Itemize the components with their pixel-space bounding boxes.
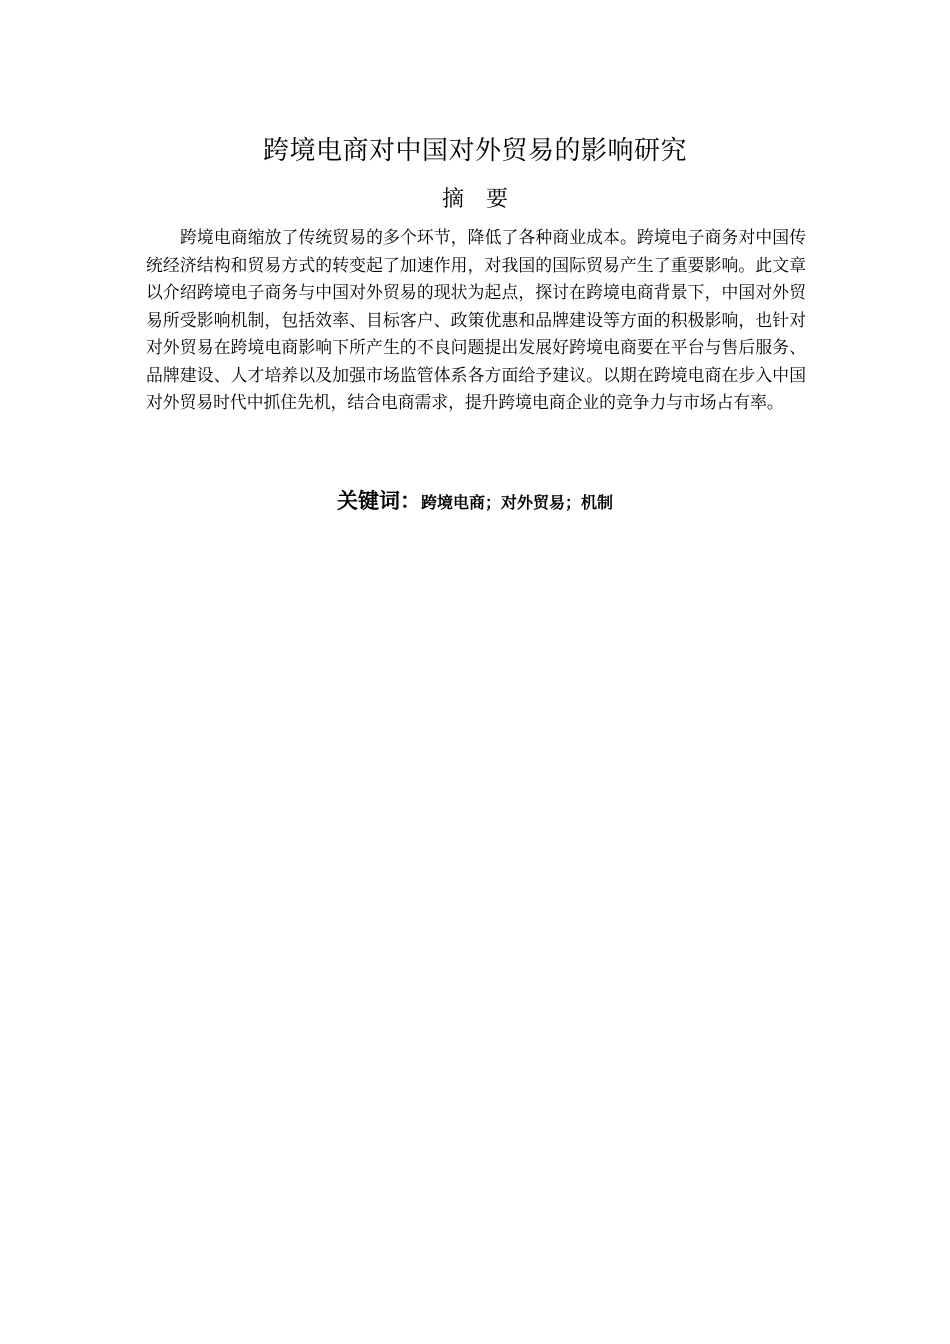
abstract-body: 跨境电商缩放了传统贸易的多个环节，降低了各种商业成本。跨境电子商务对中国传统经济结构和贸易方式的转变起了加速作用，对我国的国际贸易产生了重要影响。此文章以介绍跨境电子商务与中国对外贸易的现状为起点，探讨在跨境电商背景下，中国对外贸易所受影响机制，包括效率、目标客户、政策优惠和品牌建设等方面的积极影响，也针对对外贸易在跨境电商影响下所产生的不良问题提出发展好跨境电商要在平台与售后服务、品牌建设、人才培养以及加强市场监管体系各方面给予建议。以期在跨境电商在步入中国对外贸易时代中抓住先机，结合电商需求，提升跨境电商企业的竞争力与市场占有率。	[146, 227, 806, 412]
keywords-line	[0, 485, 950, 515]
abstract-heading: 摘要	[441, 187, 530, 212]
keywords-text: 跨境电商；对外贸易；机制	[420, 493, 613, 512]
paper-title: 跨境电商对中国对外贸易的影响研究	[262, 136, 687, 166]
keywords-label: 关键词：	[336, 489, 421, 513]
